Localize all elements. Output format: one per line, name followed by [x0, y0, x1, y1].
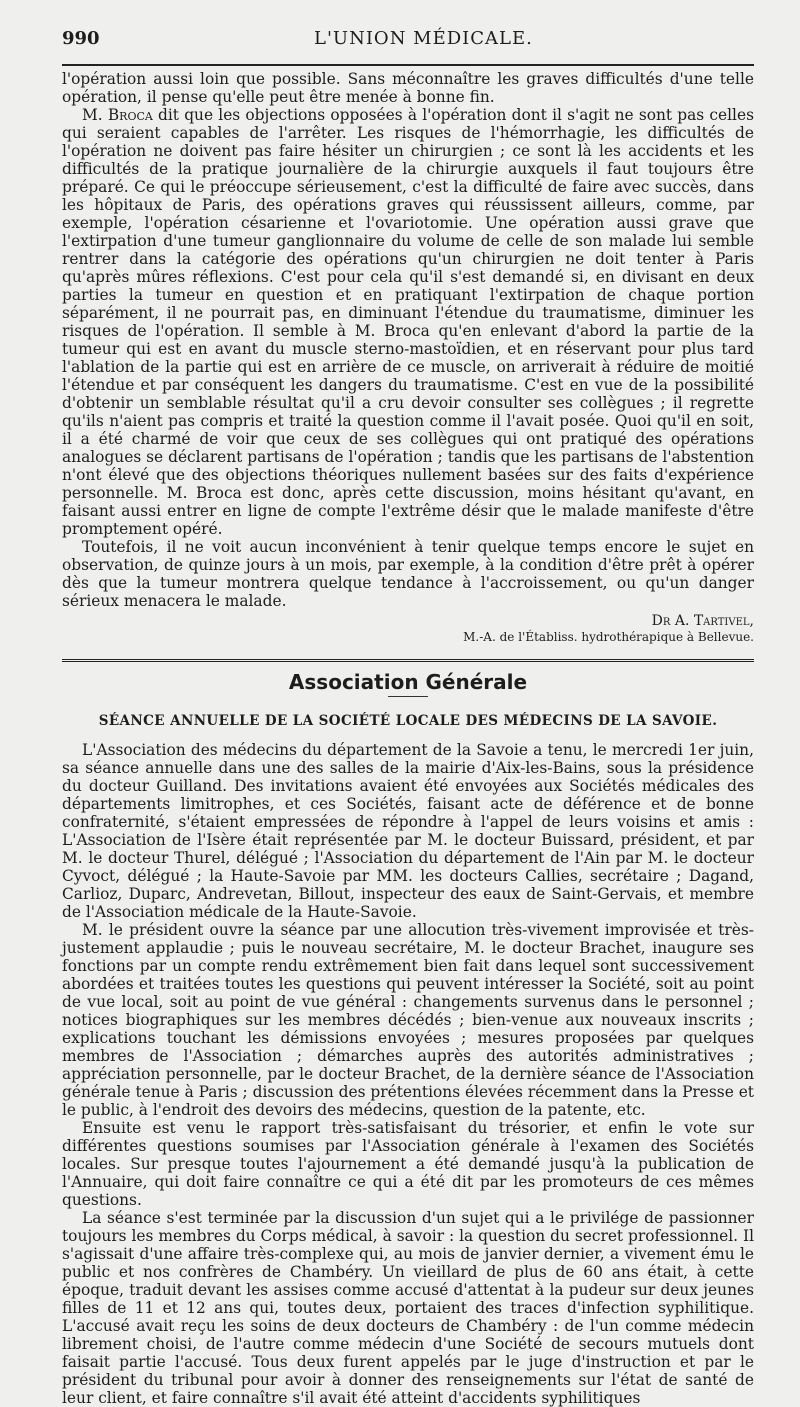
section-divider	[62, 659, 754, 662]
author-signature: Dr A. Tartivel,	[651, 613, 754, 629]
header-rule	[62, 64, 754, 66]
meeting-title: SÉANCE ANNUELLE DE LA SOCIÉTÉ LOCALE DES MÉDECINS DE LA SAVOIE.	[98, 713, 718, 729]
paragraph: l'opération aussi loin que possible. Sans méconnaître les graves difficultés d'une telle opération, il pense qu'elle peut être menée à bonne fin.	[62, 70, 754, 106]
speaker-name: M. Broca	[82, 106, 153, 124]
paragraph: Ensuite est venu le rapport très-satisfaisant du trésorier, et enfin le vote sur différentes questions soumises par l'Association générale à l'examen des Sociétés locales. Sur presque toutes l'ajournement a été demandé jusqu'à la publication de l'Annuaire, qui doit faire connaître ce qui a été dit par les promoteurs de ces mêmes questions.	[62, 1119, 754, 1209]
journal-title: L'UNION MÉDICALE.	[314, 28, 533, 49]
paragraph: Toutefois, il ne voit aucun inconvénient à tenir quelque temps encore le sujet en observation, de quinze jours à un mois, par exemple, à la condition d'être prêt à opérer dès que la tumeur montrera quelque tendance à l'accroissement, ou qu'un danger sérieux menacera le malade.	[62, 538, 754, 610]
article-association	[62, 741, 754, 1407]
author-affiliation: M.-A. de l'Établiss. hydrothérapique à Bellevue.	[463, 630, 754, 644]
page-number: 990	[62, 28, 100, 49]
heading-underline	[388, 696, 428, 697]
running-head	[62, 28, 754, 58]
article-broca	[62, 70, 754, 645]
paragraph	[62, 106, 754, 538]
paragraph: L'Association des médecins du département de la Savoie a tenu, le mercredi 1er juin, sa séance annuelle dans une des salles de la mairie d'Aix-les-Bains, sous la présidence du docteur Guilland. Des invitations avaient été envoyées aux Sociétés médicales des départements limitrophes, et ces Sociétés, faisant acte de déférence et de bonne confraternité, s'étaient empressées de répondre à l'appel de leurs voisins et amis : L'Association de l'Isère était représentée par M. le docteur Buissard, président, et par M. le docteur Thurel, délégué ; l'Association du département de l'Ain par M. le docteur Cyvoct, délégué ; la Haute-Savoie par MM. les docteurs Callies, secrétaire ; Dagand, Carlioz, Duparc, Andrevetan, Billout, inspecteur des eaux de Saint-Gervais, et membre de l'Association médicale de la Haute-Savoie.	[62, 741, 754, 921]
section-heading: Association Générale	[288, 670, 528, 694]
paragraph: La séance s'est terminée par la discussion d'un sujet qui a le privilége de passionner toujours les membres du Corps médical, à savoir : la question du secret professionnel. Il s'agissait d'une affaire très-complexe qui, au mois de janvier dernier, a vivement ému le public et nos confrères de Chambéry. Un vieillard de plus de 60 ans était, à cette époque, traduit devant les assises comme accusé d'attentat à la pudeur sur deux jeunes filles de 11 et 12 ans qui, toutes deux, portaient des traces d'infection syphilitique. L'accusé avait reçu les soins de deux docteurs de Chambéry : de l'un comme médecin librement choisi, de l'autre comme médecin d'une Société de secours mutuels dont faisait partie l'accusé. Tous deux furent appelés par le juge d'instruction et par le président du tribunal pour avoir à donner des renseignements sur l'état de santé de leur client, et faire connaître s'il avait été atteint d'accidents syphilitiques	[62, 1209, 754, 1407]
paragraph: M. le président ouvre la séance par une allocution très-vivement improvisée et très-justement applaudie ; puis le nouveau secrétaire, M. le docteur Brachet, inaugure ses fonctions par un compte rendu extrêmement bien fait dans lequel sont successivement abordées et traitées toutes les questions qui peuvent intéresser la Société, soit au point de vue local, soit au point de vue général : changements survenus dans le personnel ; notices biographiques sur les membres décédés ; bien-venue aux nouveaux inscrits ; explications touchant les démissions envoyées ; mesures proposées par quelques membres de l'Association ; démarches auprès des autorités administratives ; appréciation personnelle, par le docteur Brachet, de la dernière séance de l'Association générale tenue à Paris ; discussion des prétentions élevées récemment dans la Presse et le public, à l'endroit des devoirs des médecins, question de la patente, etc.	[62, 921, 754, 1119]
paragraph-text: dit que les objections opposées à l'opération dont il s'agit ne sont pas celles qui seraient capables de l'arrêter. Les risques de l'hémorrhagie, les difficultés de l'opération ne doivent pas faire hésiter un chirurgien ; ce sont là les accidents et les difficultés de la pratique journalière de la chirurgie auxquels il faut toujours être préparé. Ce qui le préoccupe sérieusement, c'est la difficulté de faire avec succès, dans les hôpitaux de Paris, des opérations graves qui réussissent ailleurs, comme, par exemple, l'opération césarienne et l'ovariotomie. Une opération aussi grave que l'extirpation d'une tumeur ganglionnaire du volume de celle de son malade lui semble rentrer dans la catégorie des opérations qu'un chirurgien ne doit tenter à Paris qu'après mûres réflexions. C'est pour cela qu'il s'est demandé si, en divisant en deux parties la tumeur en question et en pratiquant l'extirpation de chaque portion séparément, il ne pourrait pas, en diminuant l'étendue du traumatisme, diminuer les risques de l'opération. Il semble à M. Broca qu'en enlevant d'abord la partie de la tumeur qui est en avant du muscle sterno-mastoïdien, et en réservant pour plus tard l'ablation de la partie qui est en arrière de ce muscle, on arriverait à réduire de moitié l'étendue et par conséquent les dangers du traumatisme. C'est en vue de la possibilité d'obtenir un semblable résultat qu'il a cru devoir consulter ses collègues ; il regrette qu'ils n'aient pas compris et traité la question comme il l'avait posée. Quoi qu'il en soit, il a été charmé de voir que ceux de ses collègues qui ont pratiqué des opérations analogues se déclarent partisans de l'opération ; tandis que les partisans de l'abstention n'ont élevé que des objections théoriques nullement basées sur des faits d'expérience personnelle. M. Broca est donc, après cette discussion, moins hésitant qu'avant, en faisant aussi entrer en ligne de compte l'extrême désir que le malade manifeste d'être promptement opéré.	[62, 106, 754, 538]
